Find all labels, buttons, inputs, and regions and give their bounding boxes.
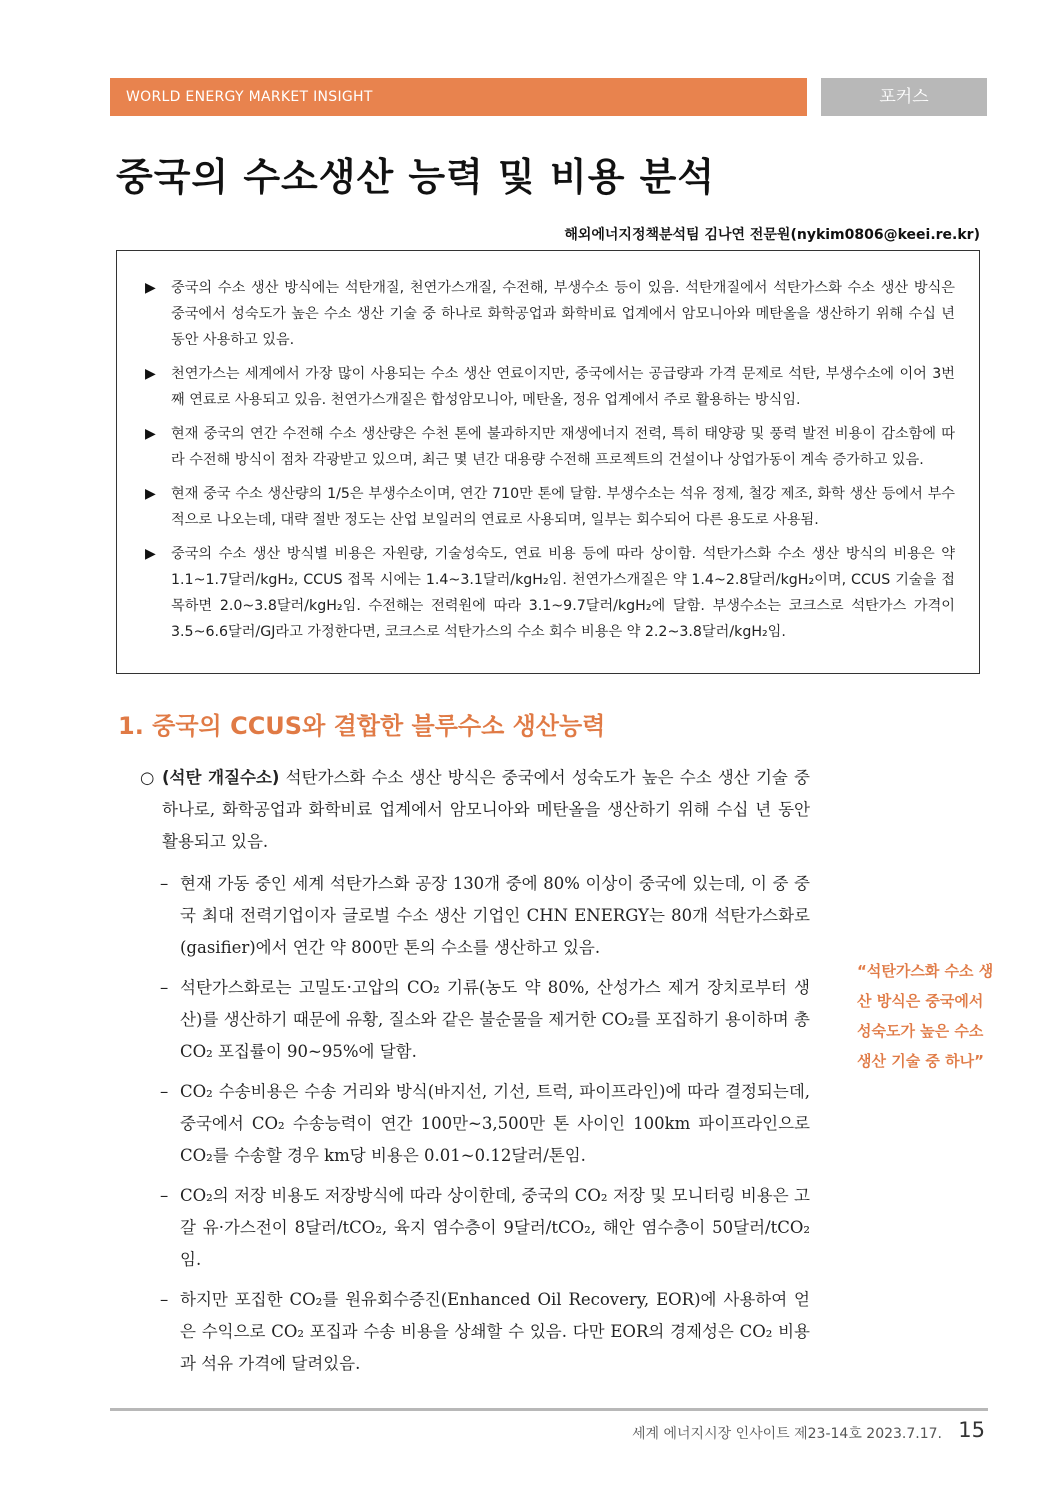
pull-quote: “석탄가스화 수소 생산 방식은 중국에서 성숙도가 높은 수소 생산 기술 중 하나” [857, 962, 994, 1070]
summary-text: 중국의 수소 생산 방식에는 석탄개질, 천연가스개질, 수전해, 부생수소 등이 있음. 석탄개질에서 석탄가스화 수소 생산 방식은 중국에서 성숙도가 높은 수소 생산 기술 중 하나로 화학공업과 화학비료 업계에서 암모니아와 메탄올을 생산하기 위해 수십 년 동안 사용하고 있음. [171, 280, 955, 348]
dash-bullet-icon: – [160, 1290, 169, 1309]
main-paragraph-body: 석탄가스화 수소 생산 방식은 중국에서 성숙도가 높은 수소 생산 기술 중 하나로, 화학공업과 화학비료 업계에서 암모니아와 메탄올을 생산하기 위해 수십 년 동안 활용되고 있음. [162, 768, 810, 851]
summary-text: 현재 중국 수소 생산량의 1/5은 부생수소이며, 연간 710만 톤에 달함. 부생수소는 석유 정제, 철강 제조, 화학 생산 등에서 부수적으로 나오는데, 대략 절반 정도는 산업 보일러의 연료로 사용되며, 일부는 회수되어 다른 용도로 사용됨. [171, 486, 955, 528]
summary-text: 중국의 수소 생산 방식별 비용은 자원량, 기술성숙도, 연료 비용 등에 따라 상이함. 석탄가스화 수소 생산 방식의 비용은 약 1.1~1.7달러/kgH₂, CCUS 접목 시에는 1.4~3.1달러/kgH₂임. 천연가스개질은 약 1.4~2.8달러/kgH₂이며, CCUS 기술을 접목하면 2.0~3.8달러/kgH₂임. 수전해는 전력원에 따라 3.1~9.7달러/kgH₂에 달함. 부생수소는 코크스로 석탄가스 가격이 3.5~6.6달러/GJ라고 가정한다면, 코크스로 석탄가스의 수소 회수 비용은 약 2.2~3.8달러/kgH₂임. [171, 546, 955, 640]
page-title: 중국의 수소생산 능력 및 비용 분석 [116, 155, 716, 199]
sub-paragraph-text: CO₂의 저장 비용도 저장방식에 따라 상이한데, 중국의 CO₂ 저장 및 모니터링 비용은 고갈 유·가스전이 8달러/tCO₂, 육지 염수층이 9달러/tCO₂, 해안 염수층이 50달러/tCO₂임. [180, 1186, 810, 1269]
circle-bullet-icon: ○ [140, 768, 155, 787]
summary-text: 현재 중국의 연간 수전해 수소 생산량은 수천 톤에 불과하지만 재생에너지 전력, 특히 태양광 및 풍력 발전 비용이 감소함에 따라 수전해 방식이 점차 각광받고 있으며, 최근 몇 년간 대용량 수전해 프로젝트의 건설이나 상업가동이 계속 증가하고 있음. [171, 426, 955, 468]
dash-bullet-icon: – [160, 978, 169, 997]
author-line: 해외에너지정책분석팀 김나연 전문원(nykim0806@keei.re.kr) [564, 227, 980, 243]
bullet-triangle-icon: ▶ [145, 546, 156, 562]
summary-item [145, 481, 955, 533]
sub-paragraph [140, 1180, 810, 1276]
bullet-triangle-icon: ▶ [145, 486, 156, 502]
dash-bullet-icon: – [160, 1186, 169, 1205]
sub-paragraph-text: 석탄가스화로는 고밀도·고압의 CO₂ 기류(농도 약 80%, 산성가스 제거 장치로부터 생산)를 생산하기 때문에 유황, 질소와 같은 불순물을 제거한 CO₂를 포집하기 용이하며 총 CO₂ 포집률이 90~95%에 달함. [180, 978, 810, 1061]
sub-paragraph [140, 1284, 810, 1380]
sub-paragraph-text: 현재 가동 중인 세계 석탄가스화 공장 130개 중에 80% 이상이 중국에 있는데, 이 중 중국 최대 전력기업이자 글로벌 수소 생산 기업인 CHN ENERGY는 80개 석탄가스화로(gasifier)에서 연간 약 800만 톤의 수소를 생산하고 있음. [180, 874, 810, 957]
summary-item [145, 541, 955, 645]
page-number: 15 [958, 1418, 985, 1442]
bullet-triangle-icon: ▶ [145, 426, 156, 442]
summary-item [145, 275, 955, 353]
main-paragraph [140, 762, 810, 858]
summary-box [116, 250, 980, 674]
header-category-tag [821, 78, 987, 116]
footer-publication: 세계 에너지시장 인사이트 제23-14호 2023.7.17. [632, 1426, 942, 1442]
section-heading: 1. 중국의 CCUS와 결합한 블루수소 생산능력 [118, 712, 606, 740]
summary-item [145, 421, 955, 473]
sub-paragraph-text: 하지만 포집한 CO₂를 원유회수증진(Enhanced Oil Recovery, EOR)에 사용하여 얻은 수익으로 CO₂ 포집과 수송 비용을 상쇄할 수 있음. 다만 EOR의 경제성은 CO₂ 비용과 석유 가격에 달려있음. [180, 1290, 810, 1373]
footer-divider [110, 1408, 988, 1411]
main-paragraph-text [162, 762, 810, 858]
header-tag-label: 포커스 [879, 87, 929, 107]
summary-text: 천연가스는 세계에서 가장 많이 사용되는 수소 생산 연료이지만, 중국에서는 공급량과 가격 문제로 석탄, 부생수소에 이어 3번째 연료로 사용되고 있음. 천연가스개질은 합성암모니아, 메탄올, 정유 업계에서 주로 활용하는 방식임. [171, 366, 955, 408]
sub-paragraph-text: CO₂ 수송비용은 수송 거리와 방식(바지선, 기선, 트럭, 파이프라인)에 따라 결정되는데, 중국에서 CO₂ 수송능력이 연간 100만~3,500만 톤 사이인 100km 파이프라인으로 CO₂를 수송할 경우 km당 비용은 0.01~0.12달러/톤임. [180, 1082, 810, 1165]
main-paragraph-label: (석탄 개질수소) [162, 768, 280, 787]
bullet-triangle-icon: ▶ [145, 366, 156, 382]
dash-bullet-icon: – [160, 1082, 169, 1101]
sub-paragraph [140, 868, 810, 964]
bullet-triangle-icon: ▶ [145, 280, 156, 296]
header-series-bar [110, 78, 807, 116]
sub-paragraph [140, 1076, 810, 1172]
summary-item [145, 361, 955, 413]
section-body [140, 762, 810, 1388]
dash-bullet-icon: – [160, 874, 169, 893]
sub-paragraph [140, 972, 810, 1068]
header-series-label: WORLD ENERGY MARKET INSIGHT [126, 89, 373, 105]
